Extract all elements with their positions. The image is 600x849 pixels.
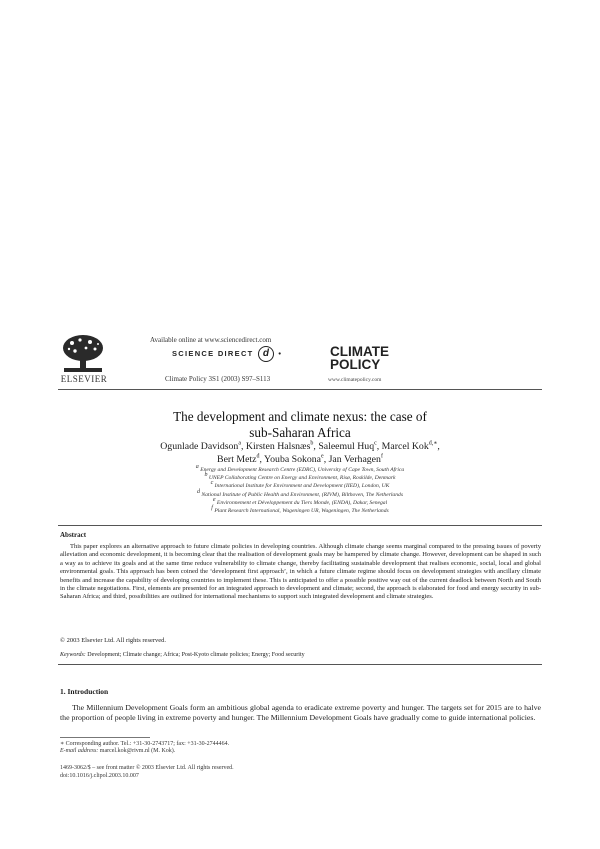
affiliation-mark: c <box>210 480 214 487</box>
author-mark: c <box>374 440 377 447</box>
author-mark: a <box>238 440 241 447</box>
affiliation-mark: e <box>212 496 216 503</box>
author-name: Ogunlade Davidson <box>160 441 239 452</box>
intro-paragraph: The Millennium Development Goals form an ambitious global agenda to eradicate extreme poverty and hunger. The targets set for 2015 are to halve the proportion of people living in extreme poverty and hunger. The Millennium Development Goals have gradually come to guide international policies. <box>60 703 541 722</box>
elsevier-wordmark: ELSEVIER <box>60 374 108 384</box>
affiliation-text: International Institute for Environment and Development (IIED), London, UK <box>214 483 390 490</box>
climate-policy-logo-line2: POLICY <box>330 357 381 372</box>
affiliation <box>60 507 540 515</box>
affiliation <box>60 466 540 474</box>
abstract-heading: Abstract <box>60 531 87 539</box>
corresponding-author-note: ∗ Corresponding author. Tel.: +31-30-2743717; fax: +31-30-2744464. <box>60 741 230 747</box>
author-sep: , <box>376 441 382 452</box>
author-mark: d <box>256 453 260 460</box>
affiliation-list <box>60 466 540 515</box>
author-sep: , <box>241 441 246 452</box>
keywords-label: Keywords: <box>60 652 86 658</box>
sciencedirect-at-icon: d <box>258 346 274 362</box>
affiliation <box>60 496 540 507</box>
article-title <box>60 409 540 441</box>
issn-line: 1469-3062/$ – see front matter © 2003 Elsevier Ltd. All rights reserved. <box>60 765 234 771</box>
abstract-divider <box>58 525 542 526</box>
title-line-1: The development and climate nexus: the case of <box>173 409 427 424</box>
header-divider <box>58 389 542 390</box>
climate-policy-logo-line1: CLIMATE <box>330 344 389 359</box>
affiliation-mark: b <box>204 472 208 479</box>
affiliation-text: Energy and Development Research Centre (EDRC), University of Cape Town, South Africa <box>200 467 405 473</box>
author-name: Youba Sokona <box>264 453 322 465</box>
author-sep: , <box>323 453 329 465</box>
email-link[interactable]: marcel.kok@rivm.nl (M. Kok). <box>99 748 176 754</box>
author-mark: e <box>321 453 324 460</box>
author-name: Saleemul Huq <box>318 441 375 452</box>
keywords-list: Development; Climate change; Africa; Post-Kyoto climate policies; Energy; Food security <box>87 652 305 658</box>
abstract-copyright: © 2003 Elsevier Ltd. All rights reserved. <box>60 637 167 644</box>
keywords-line <box>60 652 541 658</box>
email-note <box>60 748 175 754</box>
affiliation-text: National Institute of Public Health and Environment, (RIVM), Bilthoven, The Netherlands <box>201 491 403 498</box>
journal-url[interactable]: www.climatepolicy.com <box>328 377 382 383</box>
author-name: Jan Verhagen <box>328 453 381 465</box>
author <box>382 441 440 452</box>
affiliation-mark: a <box>195 464 199 471</box>
affiliation-mark: f <box>211 505 213 512</box>
abstract-text: This paper explores an alternative approach to future climate policies in developing countries. Although climate change seems marginal compared to the pressing issues of poverty alleviation and economic development, it is becoming clear that the realisation of development goals may be hampered by climate change. However, development can be shaped in such a way as to achieve its goals and at the same time reduce vulnerability to climate change, thereby facilitating sustainable development that realises economic, social, local and global environmental goals. This approach has been coined the ‘development first approach’, in which a future climate regime should focus on development strategies with ancillary climate benefits and increase the capability of developing countries to implement these. This is anticipated to offer a possible positive way out of the current deadlock between North and South in the climate negotiations. First, elements are presented for an integrated approach to development and climate; second, the approach is elaborated for food and energy security in sub-Saharan Africa; and third, possibilities are outlined for international mechanisms to support such integrated development and climate strategies. <box>60 543 541 601</box>
journal-citation: Climate Policy 3S1 (2003) S97–S113 <box>165 375 271 383</box>
climate-policy-logo <box>330 345 390 371</box>
author-sep: , <box>313 441 319 452</box>
author <box>160 441 246 452</box>
keywords-divider <box>58 664 542 665</box>
author-name: Kirsten Halsnæs <box>245 441 311 452</box>
affiliation-text: UNEP Collaborating Centre on Energy and Environment, Risø, Roskilde, Denmark <box>208 475 396 482</box>
sciencedirect-wordmark: SCIENCE DIRECT <box>172 348 254 358</box>
title-line-2: sub-Saharan Africa <box>249 425 351 440</box>
author-mark: f <box>380 453 383 460</box>
author <box>246 441 318 452</box>
author-mark: b <box>310 440 314 447</box>
author-sep: , <box>437 441 440 452</box>
affiliation <box>60 482 540 490</box>
author-sep: , <box>259 453 265 465</box>
affiliation <box>60 488 540 499</box>
doi-link[interactable]: doi:10.1016/j.clipol.2003.10.007 <box>60 773 139 779</box>
author <box>264 454 329 465</box>
sciencedirect-trail: • <box>278 348 283 358</box>
author-name: Marcel Kok <box>381 441 429 452</box>
author <box>217 454 264 465</box>
author-mark: d,∗ <box>428 440 438 447</box>
sciencedirect-logo <box>172 346 282 362</box>
affiliation <box>60 474 540 482</box>
author-list <box>60 441 540 466</box>
available-online-text: Available online at www.sciencedirect.com <box>150 336 272 344</box>
affiliation-text: Plant Research International, Wageningen UR, Wageningen, The Netherlands <box>214 508 389 515</box>
affiliation-mark: d <box>196 488 200 495</box>
author <box>329 454 383 465</box>
affiliation-text: Environnement et Développement du Tiers Monde, (ENDA), Dakar, Senegal <box>216 499 388 506</box>
author-name: Bert Metz <box>217 453 257 465</box>
footnote-divider <box>60 737 150 738</box>
email-label: E-mail address: <box>60 748 99 754</box>
author <box>318 441 381 452</box>
section-heading: 1. Introduction <box>60 687 109 696</box>
